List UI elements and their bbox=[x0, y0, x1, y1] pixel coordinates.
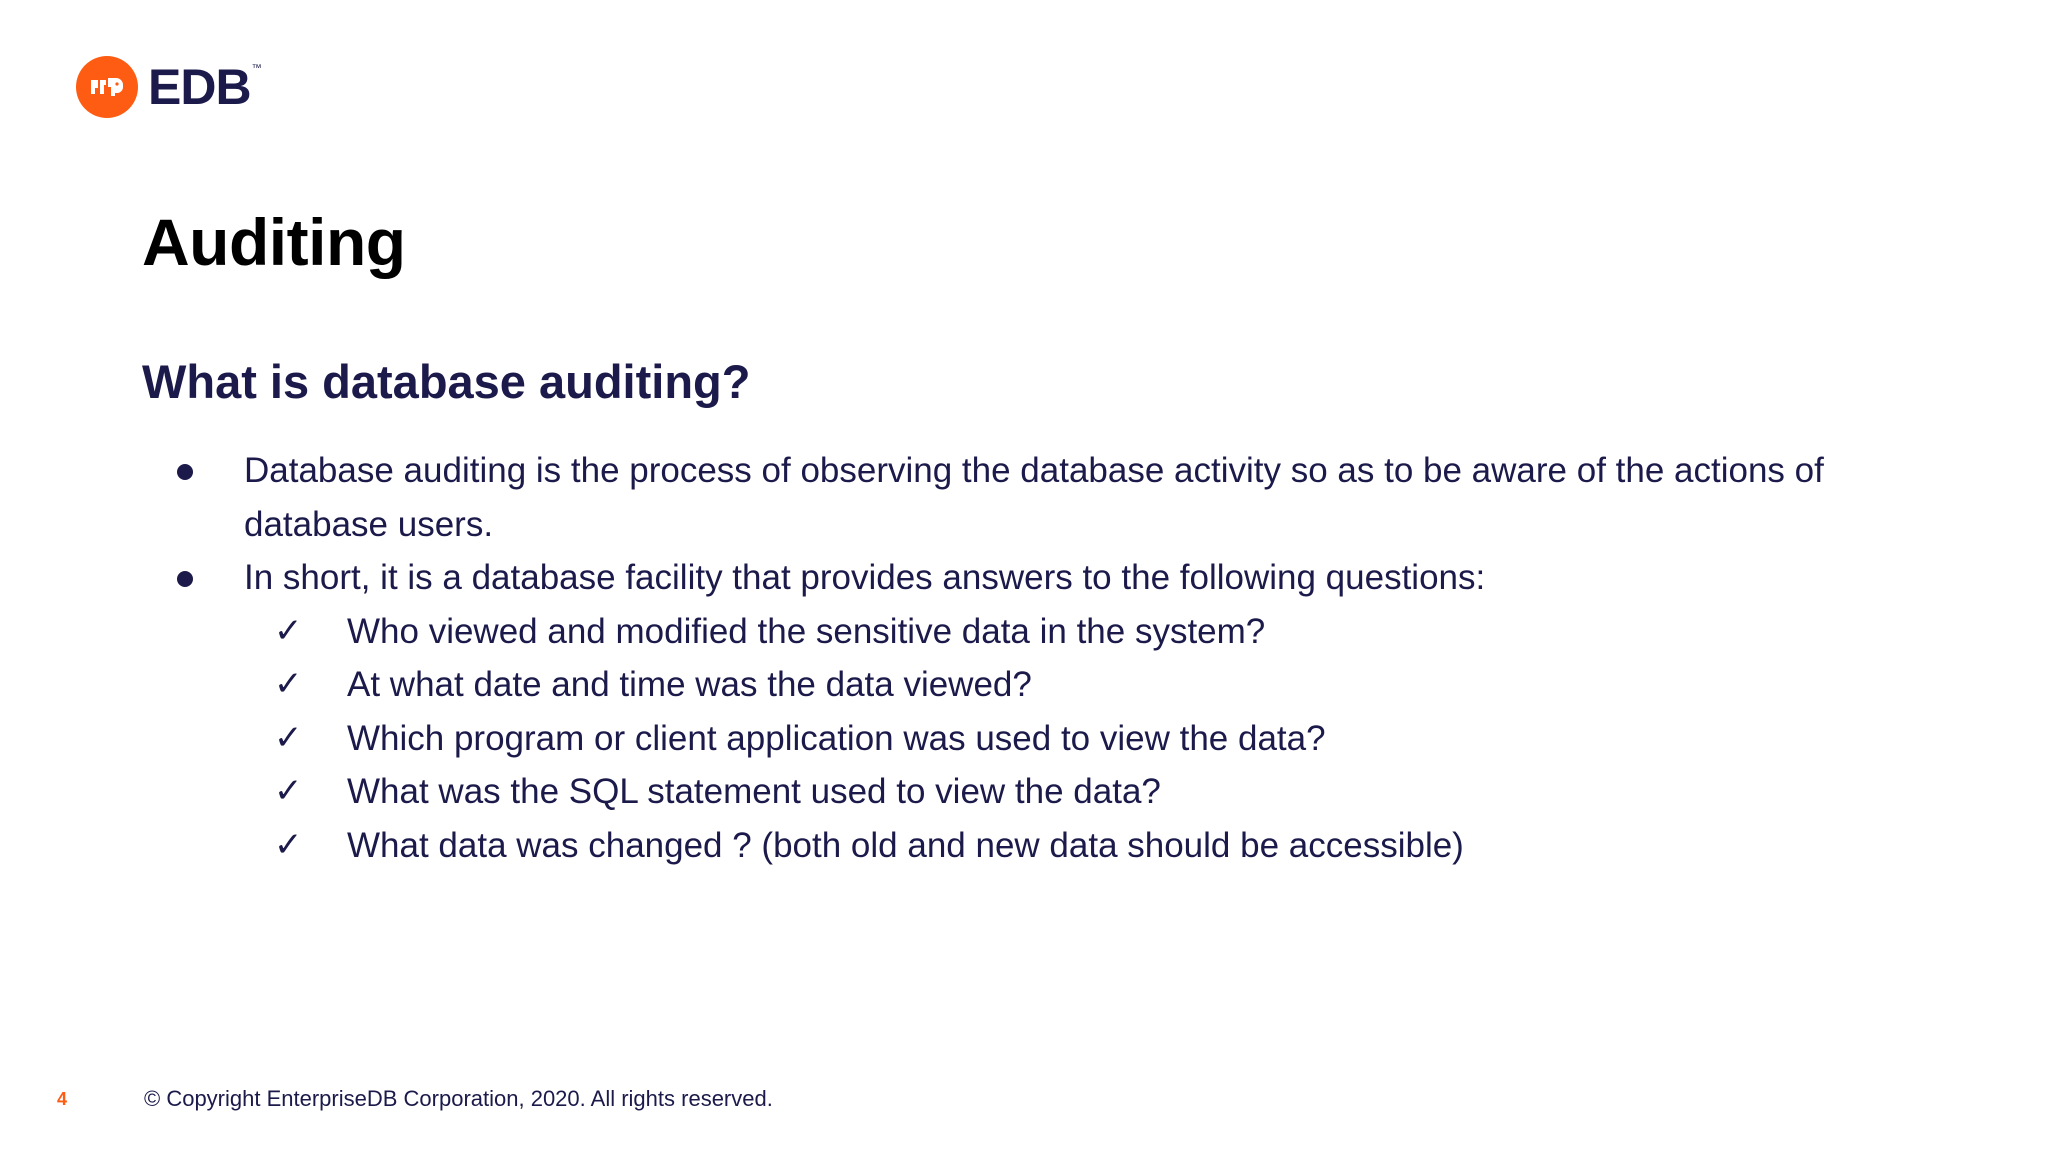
edb-elephant-icon bbox=[76, 56, 138, 118]
bullet-dot-icon bbox=[177, 464, 193, 480]
section-heading: What is database auditing? bbox=[142, 355, 751, 408]
copyright-notice: © Copyright EnterpriseDB Corporation, 2020. All rights reserved. bbox=[144, 1086, 773, 1111]
bullet-text: Database auditing is the process of observing the database activity so as to be aware of the actions of database users. bbox=[244, 451, 1824, 544]
checkmark-icon: ✓ bbox=[274, 610, 303, 651]
bullet-list bbox=[0, 444, 2048, 872]
checklist-text: At what date and time was the data viewed? bbox=[347, 665, 1032, 704]
checklist-item bbox=[0, 819, 1847, 873]
edb-logo bbox=[76, 56, 261, 118]
checklist-text: What data was changed ? (both old and new data should be accessible) bbox=[347, 825, 1464, 865]
checklist-text: Which program or client application was used to view the data? bbox=[347, 718, 1326, 758]
checkmark-icon: ✓ bbox=[274, 664, 303, 704]
bullet-dot-icon bbox=[177, 571, 193, 587]
checklist-text: What was the SQL statement used to view the data? bbox=[347, 772, 1161, 811]
edb-wordmark: EDB™ bbox=[148, 59, 261, 115]
checklist-item bbox=[0, 658, 1847, 712]
checklist-text: Who viewed and modified the sensitive data in the system? bbox=[347, 611, 1266, 651]
page-title: Auditing bbox=[142, 205, 406, 279]
checklist-item bbox=[0, 712, 1847, 766]
bullet-item bbox=[0, 551, 1864, 605]
checkmark-icon: ✓ bbox=[274, 771, 303, 811]
trademark-symbol: ™ bbox=[251, 63, 261, 74]
checkmark-icon: ✓ bbox=[274, 717, 303, 758]
bullet-item bbox=[0, 444, 1864, 551]
bullet-text: In short, it is a database facility that provides answers to the following questions: bbox=[244, 558, 1486, 597]
page-number: 4 bbox=[57, 1089, 68, 1109]
checklist-item bbox=[0, 765, 1847, 819]
checkmark-icon: ✓ bbox=[274, 824, 303, 865]
checklist-item bbox=[0, 605, 1847, 659]
